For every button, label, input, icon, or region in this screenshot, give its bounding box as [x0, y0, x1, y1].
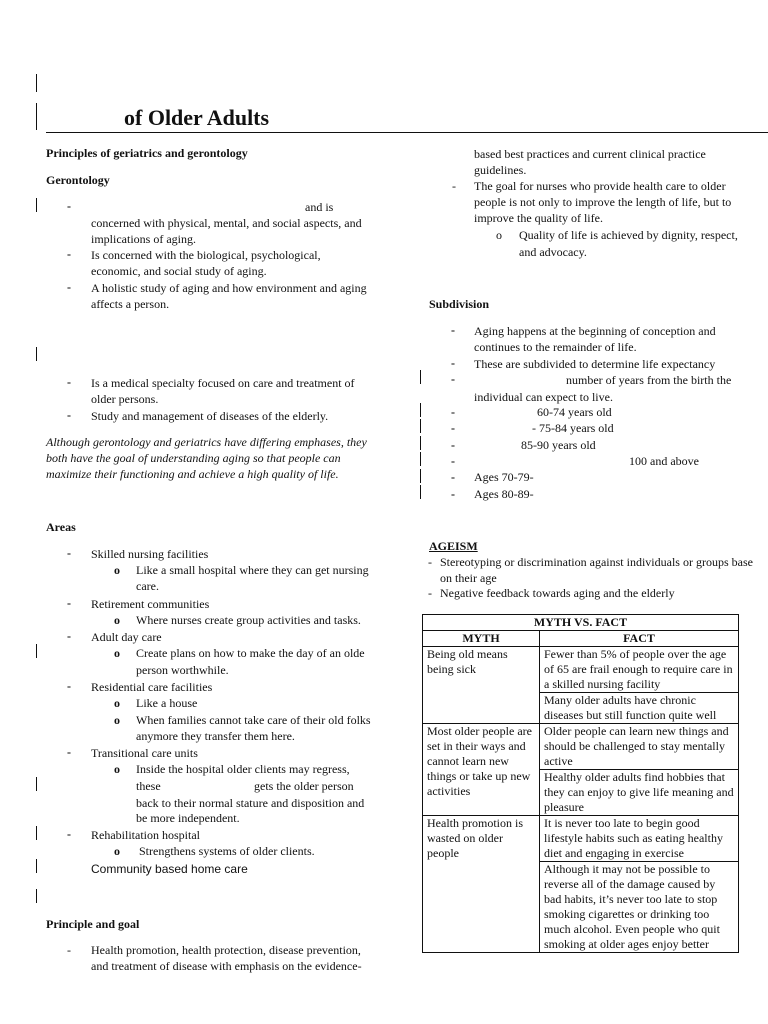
- ageism-item: Negative feedback towards aging and the elderly: [440, 586, 675, 600]
- fact-column-header: FACT: [540, 631, 739, 647]
- change-bar: [36, 347, 37, 361]
- fact-cell: Although it may not be possible to reverse all of the damage caused by bad habits, it’s never too late to stop smoking cigarettes or drinking too much alcohol. Even people who quit smoking at older ages enjoy better: [540, 862, 739, 953]
- principle-cont-line: based best practices and current clinical practice: [474, 147, 706, 161]
- change-bar: [36, 777, 37, 791]
- area-residential-sub: anymore they transfer them here.: [136, 729, 295, 743]
- change-bar: [420, 485, 421, 499]
- subdivision-item: These are subdivided to determine life expectancy: [474, 357, 716, 371]
- area-adult-day-sub: Create plans on how to make the day of an olde: [136, 646, 365, 660]
- bullet-o: o: [496, 228, 502, 242]
- bullet-o: o: [114, 762, 120, 776]
- subdivision-item: individual can expect to live.: [474, 390, 613, 404]
- subdivision-item: continues to the remainder of life.: [474, 340, 637, 354]
- title-rule: [46, 132, 768, 133]
- gerontology-item-3: A holistic study of aging and how environment and aging: [91, 281, 367, 295]
- bullet-dash: -: [67, 745, 71, 759]
- bullet-dash: -: [67, 546, 71, 560]
- bullet-dash: -: [451, 454, 455, 468]
- bullet-dash: -: [451, 323, 455, 337]
- area-rehab-sub: Strengthens systems of older clients.: [139, 844, 315, 858]
- principles-heading: Principles of geriatrics and gerontology: [46, 146, 248, 160]
- subdivision-item: number of years from the birth the: [566, 373, 732, 387]
- gerontology-item-2: Is concerned with the biological, psychological,: [91, 248, 321, 262]
- gerontology-item-1-line: concerned with physical, mental, and social aspects, and: [91, 216, 362, 230]
- change-bar: [420, 469, 421, 483]
- bullet-dash: -: [451, 470, 455, 484]
- bullet-dash: -: [451, 405, 455, 419]
- subdivision-item: Ages 70-79-: [474, 470, 534, 484]
- area-residential-sub: When families cannot take care of their old folks: [136, 713, 371, 727]
- bullet-dash: -: [451, 372, 455, 386]
- myth-column-header: MYTH: [423, 631, 540, 647]
- table-header-row: [423, 631, 739, 647]
- area-rehab: Rehabilitation hospital: [91, 828, 200, 842]
- area-skilled-sub: care.: [136, 579, 159, 593]
- subdivision-item: 60-74 years old: [537, 405, 612, 419]
- myth-fact-table: [422, 614, 739, 953]
- goal-line: improve the quality of life.: [474, 211, 603, 225]
- bullet-o: o: [114, 613, 120, 627]
- bullet-dash: -: [451, 421, 455, 435]
- change-bar: [420, 403, 421, 417]
- bullet-dash: -: [67, 408, 71, 422]
- goal-line: The goal for nurses who provide health care to older: [474, 179, 726, 193]
- bullet-dash: -: [67, 596, 71, 610]
- bullet-dash: -: [451, 438, 455, 452]
- bullet-dash: -: [67, 247, 71, 261]
- subdivision-item: - 75-84 years old: [532, 421, 614, 435]
- gerontology-item-1: and is: [305, 200, 334, 214]
- ageism-item: Stereotyping or discrimination against individuals or groups base: [440, 555, 753, 569]
- principle-heading: Principle and goal: [46, 917, 140, 931]
- area-retirement-sub: Where nurses create group activities and tasks.: [136, 613, 361, 627]
- area-transitional-sub: back to their normal stature and disposition and: [136, 796, 365, 810]
- bullet-dash: -: [67, 199, 71, 213]
- bullet-dash: -: [428, 555, 432, 569]
- italic-paragraph-line: both have the goal of understanding aging so that people can: [46, 451, 341, 465]
- change-bar: [36, 74, 37, 92]
- bullet-o: o: [114, 713, 120, 727]
- area-transitional-sub: these: [136, 779, 161, 793]
- change-bar: [36, 889, 37, 903]
- myth-cell: Being old means being sick: [423, 647, 540, 724]
- gerontology-item-1-line: implications of aging.: [91, 232, 196, 246]
- ageism-heading: AGEISM: [429, 539, 478, 553]
- italic-paragraph-line: maximize their functioning and achieve a high quality of life.: [46, 467, 339, 481]
- subdivision-item: 85-90 years old: [521, 438, 596, 452]
- myth-cell: Most older people are set in their ways and cannot learn new things or take up new activities: [423, 724, 540, 816]
- subdivision-item: Aging happens at the beginning of conception and: [474, 324, 716, 338]
- gerontology-heading: Gerontology: [46, 173, 110, 187]
- ageism-item: on their age: [440, 571, 497, 585]
- geriatrics-item-2: Study and management of diseases of the elderly.: [91, 409, 329, 423]
- bullet-dash: -: [67, 827, 71, 841]
- area-residential: Residential care facilities: [91, 680, 213, 694]
- bullet-dash: -: [67, 679, 71, 693]
- change-bar: [420, 419, 421, 433]
- change-bar: [420, 452, 421, 466]
- italic-paragraph-line: Although gerontology and geriatrics have differing emphases, they: [46, 435, 367, 449]
- geriatrics-item-1-line: older persons.: [91, 392, 159, 406]
- change-bar: [420, 436, 421, 450]
- area-transitional-sub: be more independent.: [136, 811, 240, 825]
- fact-cell: Older people can learn new things and should be challenged to stay mentally active: [540, 724, 739, 770]
- area-transitional: Transitional care units: [91, 746, 198, 760]
- change-bar: [36, 103, 37, 130]
- page-title: of Older Adults: [124, 105, 270, 130]
- principle-line: Health promotion, health protection, disease prevention,: [91, 943, 361, 957]
- bullet-dash: -: [451, 487, 455, 501]
- area-adult-day: Adult day care: [91, 630, 162, 644]
- bullet-o: o: [114, 844, 120, 858]
- gerontology-item-3-line: affects a person.: [91, 297, 170, 311]
- area-community: Community based home care: [91, 862, 248, 876]
- area-retirement: Retirement communities: [91, 597, 210, 611]
- fact-cell: Healthy older adults find hobbies that they can enjoy to give life meaning and pleasure: [540, 770, 739, 816]
- area-transitional-sub: Inside the hospital older clients may regress,: [136, 762, 350, 776]
- quality-line: Quality of life is achieved by dignity, respect,: [519, 228, 738, 242]
- area-residential-sub: Like a house: [136, 696, 198, 710]
- bullet-o: o: [114, 563, 120, 577]
- area-adult-day-sub: person worthwhile.: [136, 663, 229, 677]
- bullet-o: o: [114, 696, 120, 710]
- area-skilled-sub: Like a small hospital where they can get nursing: [136, 563, 369, 577]
- myth-cell: Health promotion is wasted on older people: [423, 816, 540, 953]
- principle-cont-line: guidelines.: [474, 163, 527, 177]
- change-bar: [420, 370, 421, 384]
- bullet-dash: -: [67, 375, 71, 389]
- bullet-dash: -: [428, 586, 432, 600]
- change-bar: [36, 826, 37, 840]
- bullet-dash: -: [67, 629, 71, 643]
- table-row: [423, 816, 739, 862]
- principle-line: and treatment of disease with emphasis on the evidence-: [91, 959, 362, 973]
- table-caption: MYTH VS. FACT: [423, 615, 739, 631]
- table-row: [423, 647, 739, 693]
- bullet-dash: -: [67, 943, 71, 957]
- subdivision-item: Ages 80-89-: [474, 487, 534, 501]
- area-transitional-sub: gets the older person: [254, 779, 354, 793]
- bullet-dash: -: [452, 179, 456, 193]
- subdivision-heading: Subdivision: [429, 297, 490, 311]
- change-bar: [36, 198, 37, 212]
- bullet-dash: -: [67, 280, 71, 294]
- subdivision-item: 100 and above: [629, 454, 699, 468]
- change-bar: [36, 859, 37, 873]
- areas-heading: Areas: [46, 520, 76, 534]
- geriatrics-item-1: Is a medical specialty focused on care and treatment of: [91, 376, 355, 390]
- change-bar: [36, 644, 37, 658]
- quality-line: and advocacy.: [519, 245, 587, 259]
- fact-cell: It is never too late to begin good lifestyle habits such as eating healthy diet and engaging in exercise: [540, 816, 739, 862]
- goal-line: people is not only to improve the length of life, but to: [474, 195, 732, 209]
- fact-cell: Fewer than 5% of people over the age of 65 are frail enough to require care in a skilled nursing facility: [540, 647, 739, 693]
- table-caption-row: [423, 615, 739, 631]
- bullet-o: o: [114, 646, 120, 660]
- gerontology-item-2-line: economic, and social study of aging.: [91, 264, 267, 278]
- bullet-dash: -: [451, 356, 455, 370]
- fact-cell: Many older adults have chronic diseases but still function quite well: [540, 693, 739, 724]
- table-row: [423, 724, 739, 770]
- area-skilled: Skilled nursing facilities: [91, 547, 209, 561]
